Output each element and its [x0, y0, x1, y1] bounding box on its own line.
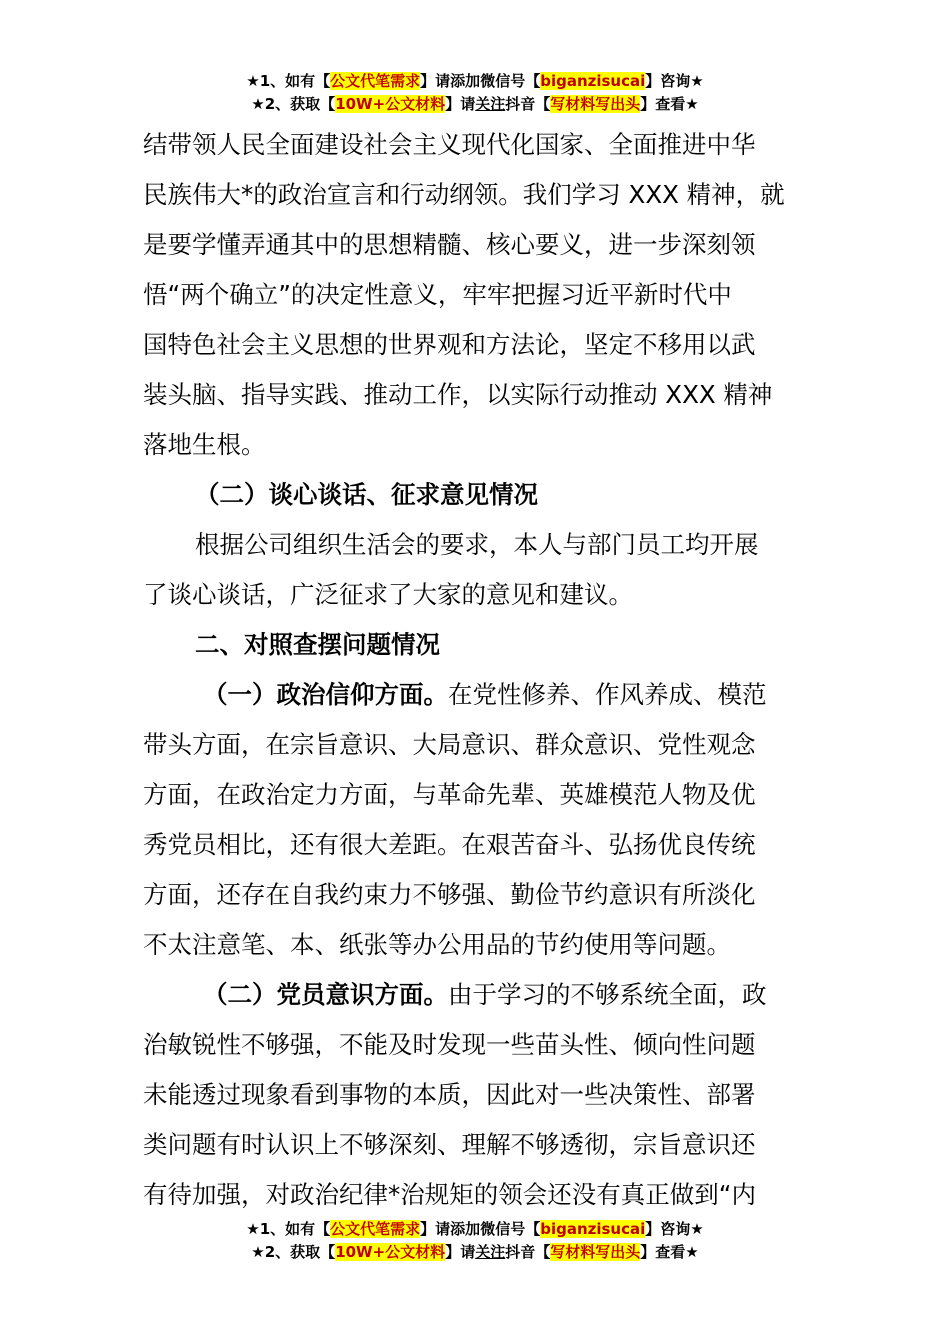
- paragraph-line: 了谈心谈话，广泛征求了大家的意见和建议。: [143, 580, 633, 609]
- subheading-party-awareness: （二）党员意识方面。: [203, 980, 448, 1009]
- paragraph-line: 类问题有时认识上不够深刻、理解不够透彻，宗旨意识还: [143, 1130, 756, 1159]
- banner-text: ★2、获取【: [251, 1243, 336, 1261]
- banner-text: 】查看★: [640, 1243, 699, 1261]
- banner-text: 】查看★: [640, 95, 699, 113]
- banner-highlight: 公文代笔需求: [330, 72, 421, 90]
- banner-text: 抖音【: [505, 95, 551, 113]
- paragraph-line: 带头方面，在宗旨意识、大局意识、群众意识、党性观念: [143, 730, 756, 759]
- banner-text: 】咨询★: [645, 72, 704, 90]
- paragraph-line: 有待加强，对政治纪律*治规矩的领会还没有真正做到“内: [143, 1180, 756, 1209]
- douyin-highlight: 写材料写出头: [550, 95, 641, 113]
- section-heading-2: 二、对照查摆问题情况: [195, 630, 440, 659]
- paragraph-line: 未能透过现象看到事物的本质，因此对一些决策性、部署: [143, 1080, 756, 1109]
- banner-text: ★1、如有【: [246, 72, 331, 90]
- banner-line-2: [0, 1241, 950, 1264]
- paragraph-line: 是要学懂弄通其中的思想精髓、核心要义，进一步深刻领: [143, 230, 756, 259]
- banner-text: 微信号【: [480, 1220, 541, 1238]
- paragraph-line: 方面，在政治定力方面，与革命先辈、英雄模范人物及优: [143, 780, 756, 809]
- banner-text: 】咨询★: [645, 1220, 704, 1238]
- banner-text: ★2、获取【: [251, 95, 336, 113]
- paragraph-line: 装头脑、指导实践、推动工作，以实际行动推动 XXX 精神: [143, 380, 773, 409]
- wechat-id-highlight: biganzisucai: [540, 1220, 646, 1238]
- document-body: [143, 120, 807, 1220]
- paragraph-line: 国特色社会主义思想的世界观和方法论，坚定不移用以武: [143, 330, 756, 359]
- banner-underlined: 关注: [475, 1243, 506, 1261]
- banner-text: 】请: [445, 95, 476, 113]
- banner-text: 】请: [445, 1243, 476, 1261]
- paragraph-line: 不太注意笔、本、纸张等办公用品的节约使用等问题。: [143, 930, 731, 959]
- banner-highlight: 10W+公文材料: [335, 1243, 446, 1261]
- banner-text: 】请添加: [420, 1220, 481, 1238]
- paragraph-line: 结带领人民全面建设社会主义现代化国家、全面推进中华: [143, 130, 756, 159]
- banner-highlight: 10W+公文材料: [335, 95, 446, 113]
- paragraph-line: 治敏锐性不够强，不能及时发现一些苗头性、倾向性问题: [143, 1030, 756, 1059]
- banner-highlight: 公文代笔需求: [330, 1220, 421, 1238]
- paragraph-line: 方面，还存在自我约束力不够强、勤俭节约意识有所淡化: [143, 880, 756, 909]
- banner-text: 微信号【: [480, 72, 541, 90]
- paragraph-text: 在党性修养、作风养成、模范: [448, 680, 767, 709]
- paragraph-line: 落地生根。: [143, 430, 266, 459]
- bottom-banner: [0, 1218, 950, 1264]
- paragraph-line: 秀党员相比，还有很大差距。在艰苦奋斗、弘扬优良传统: [143, 830, 756, 859]
- douyin-highlight: 写材料写出头: [550, 1243, 641, 1261]
- top-banner: [0, 70, 950, 116]
- paragraph-text: 由于学习的不够系统全面，政: [448, 980, 767, 1009]
- banner-line-1: [0, 70, 950, 93]
- paragraph-line: 悟“两个确立”的决定性意义，牢牢把握习近平新时代中: [143, 280, 732, 309]
- banner-text: 】请添加: [420, 72, 481, 90]
- banner-underlined: 关注: [475, 95, 506, 113]
- paragraph-line: 根据公司组织生活会的要求，本人与部门员工均开展: [195, 530, 759, 559]
- subheading-political-belief: （一）政治信仰方面。: [203, 680, 448, 709]
- banner-text: 抖音【: [505, 1243, 551, 1261]
- paragraph-first-line: [143, 970, 807, 1020]
- paragraph-first-line: [143, 670, 807, 720]
- banner-line-1: [0, 1218, 950, 1241]
- banner-text: ★1、如有【: [246, 1220, 331, 1238]
- section-heading-talk: （二）谈心谈话、征求意见情况: [195, 480, 538, 509]
- wechat-id-highlight: biganzisucai: [540, 72, 646, 90]
- paragraph-line: 民族伟大*的政治宣言和行动纲领。我们学习 XXX 精神，就: [143, 180, 785, 209]
- banner-line-2: [0, 93, 950, 116]
